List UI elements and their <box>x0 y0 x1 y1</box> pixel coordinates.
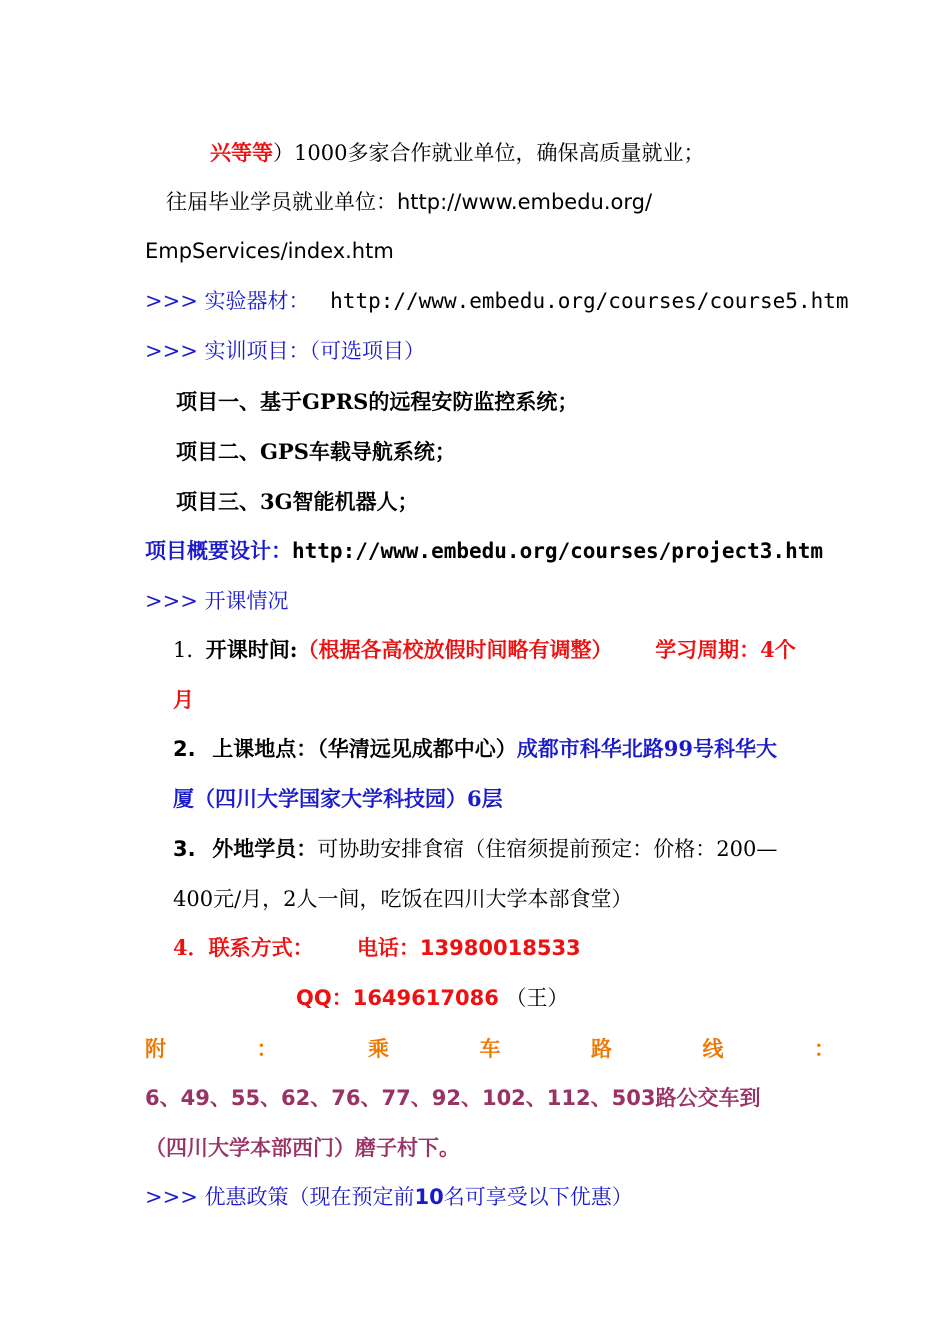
equipment-url: http://www.embedu.org/courses/course5.htm <box>330 289 849 313</box>
course-lodging-text: 可协助安排食宿（住宿须提前预定：价格：200— <box>317 837 778 861</box>
course-time-line <box>173 635 796 665</box>
course-heading: >>> 开课情况 <box>145 589 289 613</box>
course-place-address: 成都市科华北路99号科华大 <box>516 736 778 761</box>
bus-label-char: 车 <box>479 1036 501 1061</box>
discount-prefix: >>> 优惠政策（现在预定前 <box>145 1185 415 1209</box>
project-design-label: 项目概要设计： <box>145 538 292 563</box>
bus-label-char: 乘 <box>368 1036 389 1061</box>
contact-qq: QQ：1649617086 <box>296 986 499 1010</box>
intro-text: ）1000多家合作就业单位，确保高质量就业； <box>273 141 705 165</box>
contact-phone: 电话：13980018533 <box>356 936 581 960</box>
course-period: 学习周期：4个 <box>655 637 796 662</box>
course-place-label: 上课地点：（华清远见成都中心） <box>212 736 517 761</box>
bus-label <box>145 1034 835 1064</box>
project-design-line <box>145 536 823 566</box>
course-lodging-num: 3. <box>173 837 196 861</box>
course-time-label: 开课时间: <box>205 637 298 662</box>
intro-red-text: 兴等等 <box>210 140 273 165</box>
projects-heading: >>> 实训项目：（可选项目） <box>145 339 425 363</box>
bus-routes: 6、49、55、62、76、77、92、102、112、503路公交车到 <box>145 1086 761 1110</box>
contact-qq-line <box>296 983 569 1013</box>
bus-label-char: ： <box>256 1036 278 1061</box>
bus-stop: （四川大学本部西门）磨子村下。 <box>145 1135 460 1160</box>
bus-label-char: 附 <box>145 1036 166 1061</box>
course-lodging-label: 外地学员： <box>212 836 318 861</box>
discount-line <box>145 1182 633 1212</box>
course-place-address-2: 厦（四川大学国家大学科技园）6层 <box>173 786 503 811</box>
course-time-num: 1. <box>173 638 194 662</box>
course-place-line <box>173 734 777 764</box>
project-item: 项目一、基于GPRS的远程安防监控系统； <box>176 389 579 414</box>
equipment-line <box>145 286 849 316</box>
discount-suffix: 名可享受以下优惠） <box>443 1185 633 1209</box>
contact-qq-name: （王） <box>505 986 569 1010</box>
equipment-label: >>> 实验器材： <box>145 289 310 313</box>
intro-line-2: 往届毕业学员就业单位：http://www.embedu.org/ <box>166 190 653 214</box>
course-lodging-line-2: 400元/月，2人一间，吃饭在四川大学本部食堂） <box>173 887 633 911</box>
discount-number: 10 <box>414 1185 444 1209</box>
course-time-note: （根据各高校放假时间略有调整） <box>297 637 613 662</box>
course-lodging-line <box>173 834 777 864</box>
project-item: 项目二、GPS车载导航系统； <box>176 439 456 464</box>
intro-line-1 <box>210 138 704 168</box>
contact-label: 4．联系方式： <box>173 935 314 960</box>
course-period-tail: 月 <box>173 687 194 712</box>
bus-label-char: 线 <box>702 1036 724 1061</box>
project-design-url: http://www.embedu.org/courses/project3.htm <box>292 539 824 563</box>
project-item: 项目三、3G智能机器人； <box>176 489 419 514</box>
course-place-num: 2. <box>173 737 196 761</box>
bus-label-char: 路 <box>591 1036 612 1061</box>
contact-line <box>173 933 581 963</box>
bus-label-char: ： <box>814 1036 835 1061</box>
intro-line-3: EmpServices/index.htm <box>145 239 394 263</box>
